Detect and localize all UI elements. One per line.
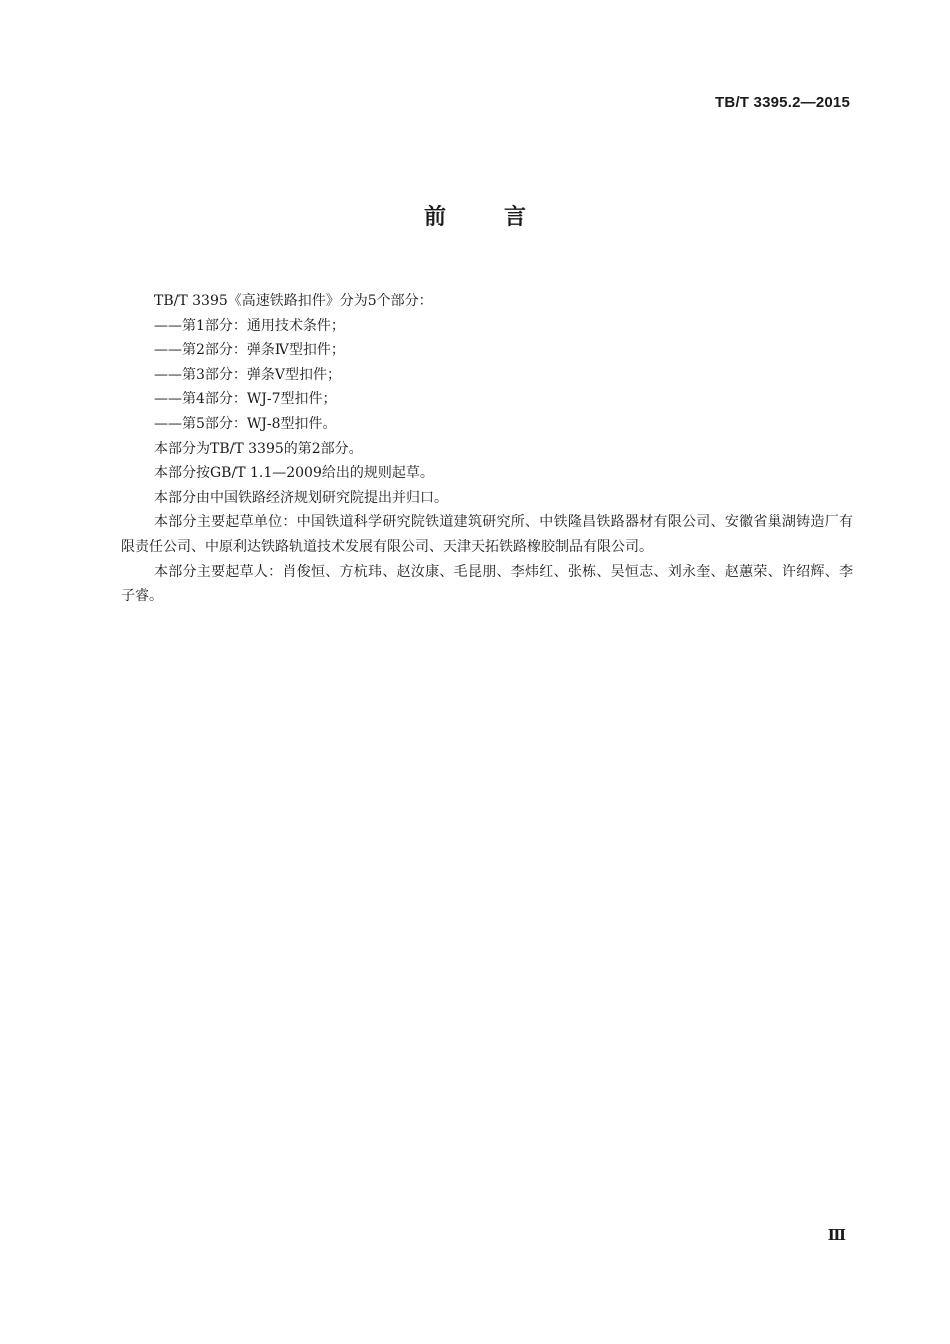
list-item-part-2: ——第2部分：弹条Ⅳ型扣件；	[154, 342, 345, 359]
intro-paragraph: TB/T 3395《高速铁路扣件》分为5个部分：	[154, 293, 433, 309]
drafting-units-paragraph: 本部分主要起草单位：中国铁道科学研究院铁道建筑研究所、中铁隆昌铁路器材有限公司、安徽省巢湖铸造厂有限责任公司、中原利达铁路轨道技术发展有限公司、天津天拓铁路橡胶制品有限公司。	[121, 514, 853, 555]
list-item-part-5: ——第5部分：WJ-8型扣件。	[154, 415, 337, 432]
drafting-rules-paragraph: 本部分按GB/T 1.1—2009给出的规则起草。	[154, 465, 434, 482]
foreword-body	[121, 289, 853, 609]
list-item-part-1: ——第1部分：通用技术条件；	[154, 317, 345, 334]
list-item-part-3: ——第3部分：弹条Ⅴ型扣件；	[154, 366, 342, 383]
document-code: TB/T 3395.2—2015	[715, 94, 850, 111]
this-part-paragraph: 本部分为TB/T 3395的第2部分。	[154, 440, 363, 457]
page-title: 前言	[423, 205, 584, 230]
drafters-paragraph: 本部分主要起草人：肖俊恒、方杭玮、赵汝康、毛昆朋、李炜红、张栋、吴恒志、刘永奎、赵蕙荣、许绍辉、李子睿。	[121, 563, 853, 605]
proposed-by-paragraph: 本部分由中国铁路经济规划研究院提出并归口。	[154, 489, 448, 506]
page-number: Ⅲ	[827, 1226, 846, 1244]
list-item-part-4: ——第4部分：WJ-7型扣件；	[154, 391, 337, 408]
